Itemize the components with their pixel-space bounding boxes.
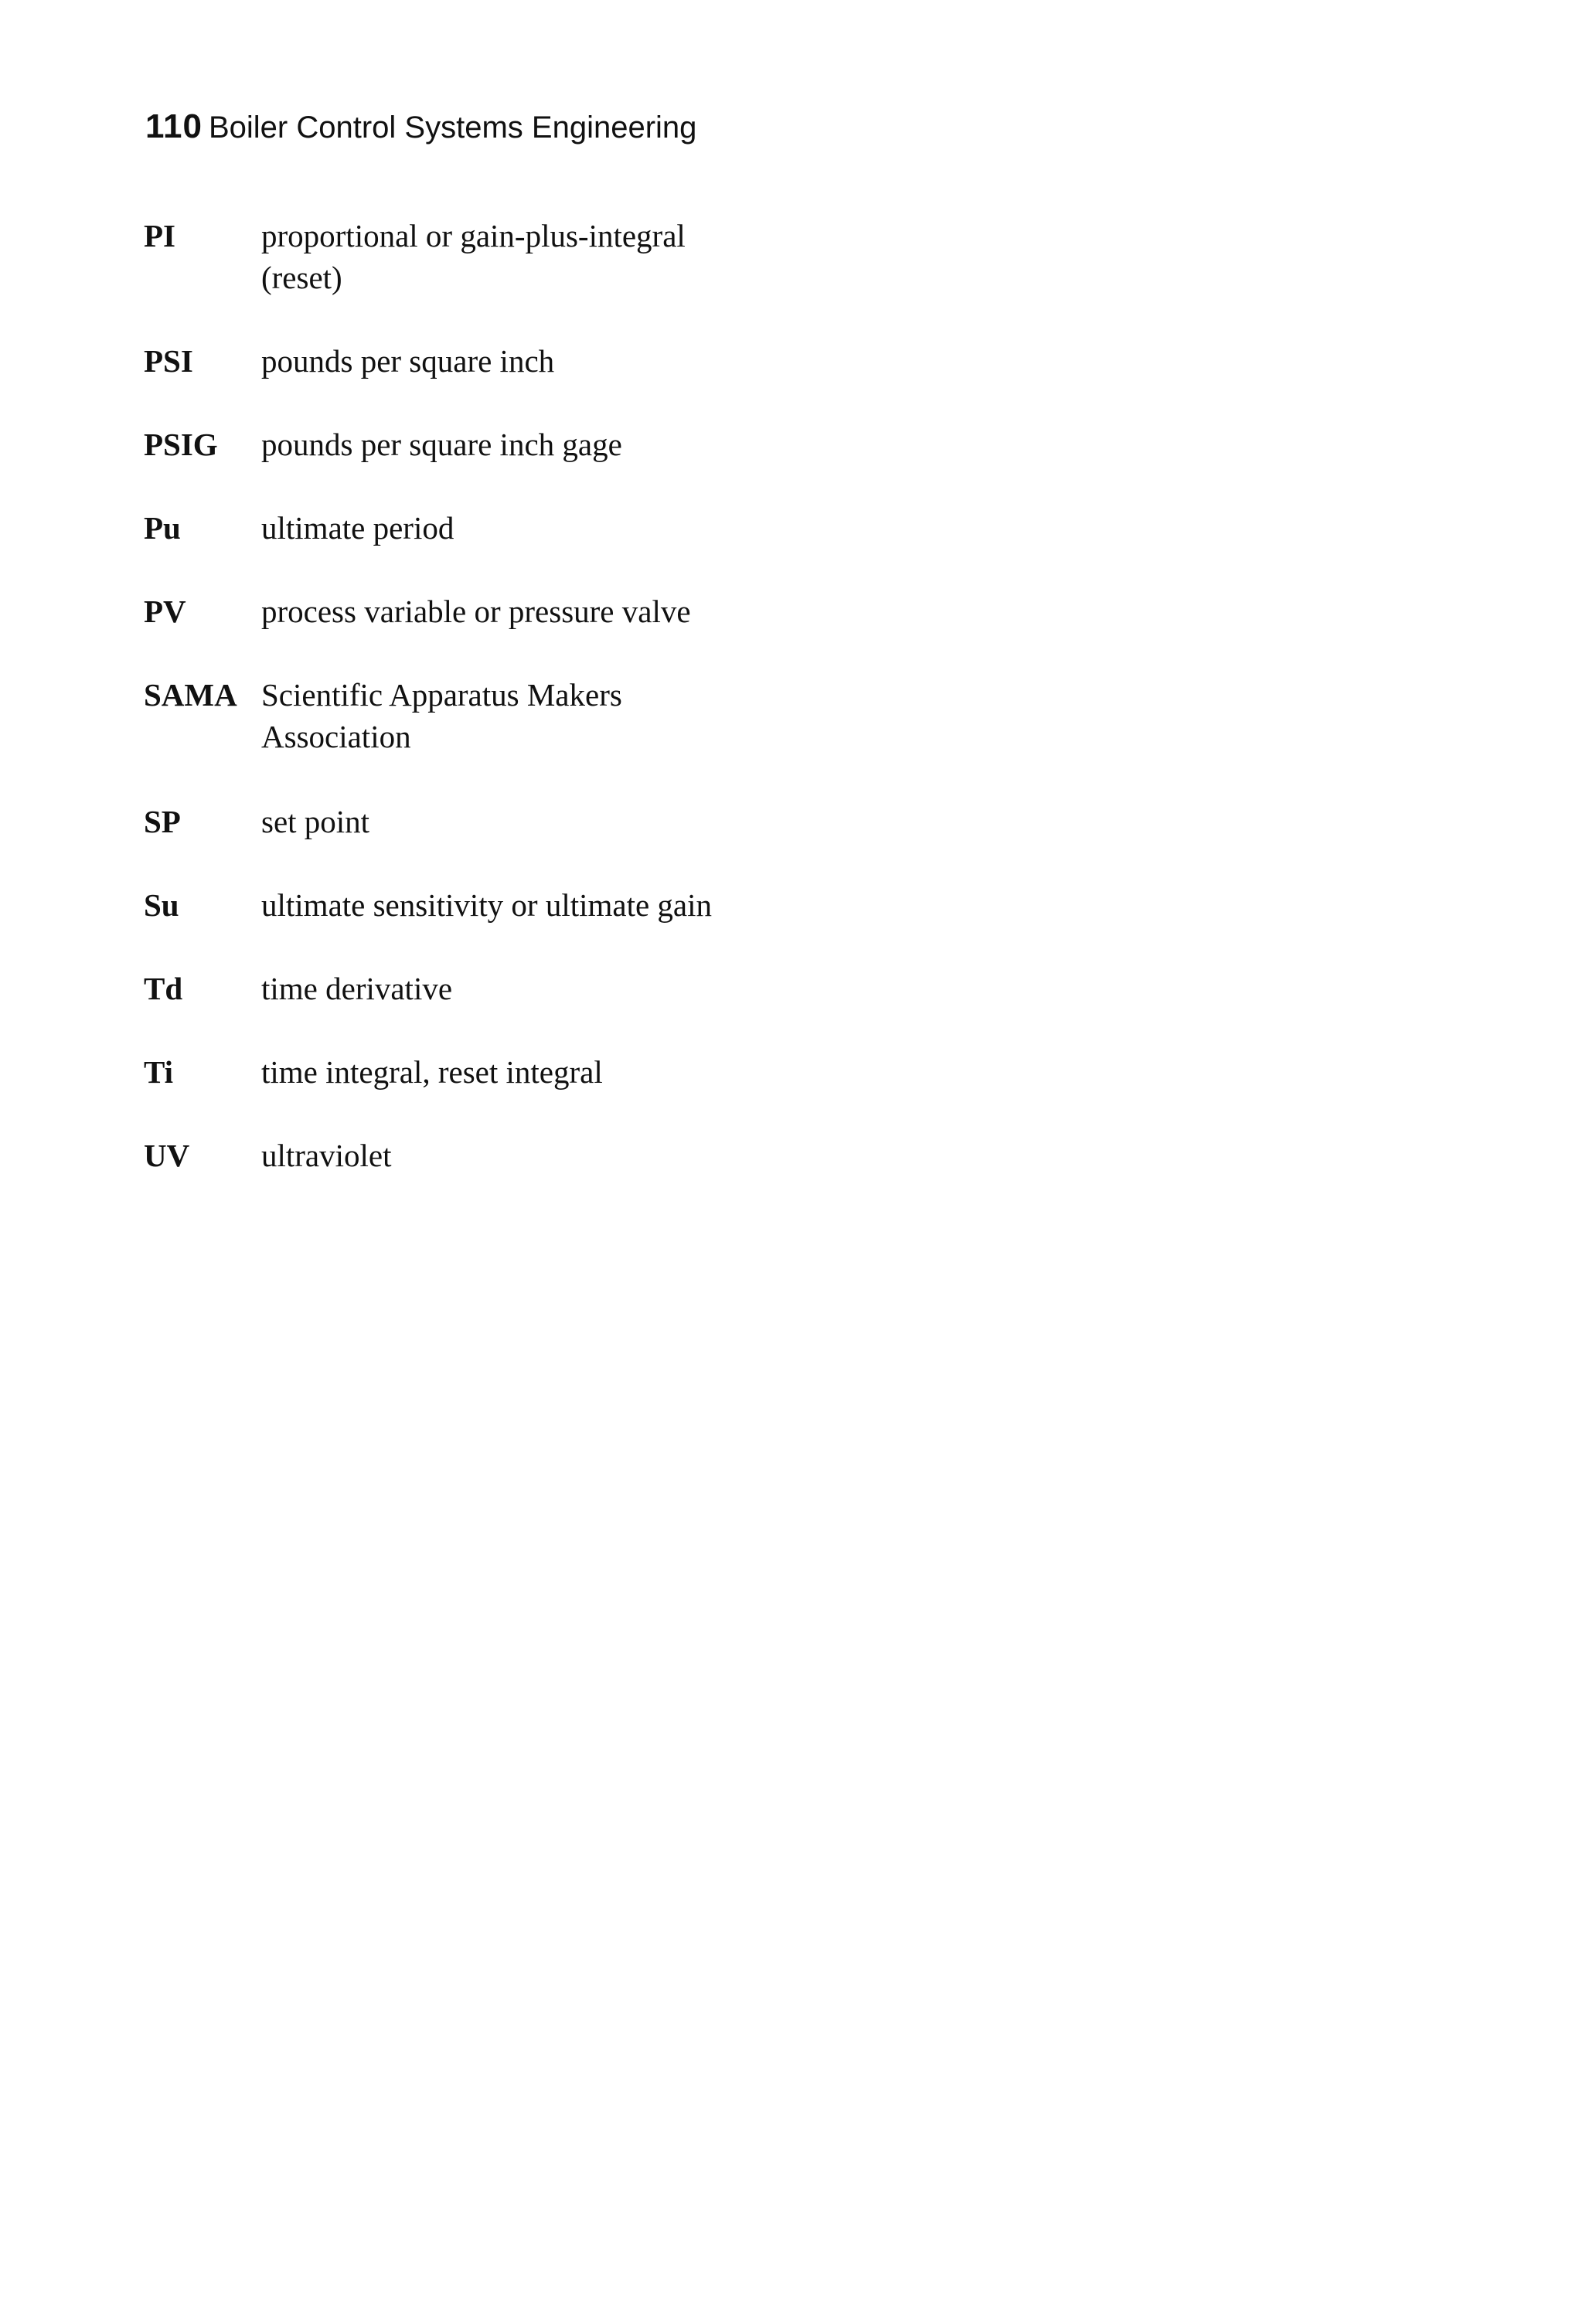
glossary-definition: proportional or gain-plus-integral (reset) (261, 218, 686, 295)
glossary-definition: time derivative (261, 971, 453, 1006)
glossary-definition: Scientific Apparatus Makers Association (261, 677, 622, 754)
glossary-term: Pu (144, 510, 181, 546)
glossary-definition: pounds per square inch gage (261, 427, 622, 462)
glossary-term: Su (144, 887, 179, 923)
glossary-term: Td (144, 971, 183, 1006)
glossary-term: PV (144, 594, 186, 629)
glossary-term: SP (144, 804, 181, 839)
page-header (145, 108, 696, 146)
glossary-definition: set point (261, 804, 370, 839)
glossary-definition: ultimate sensitivity or ultimate gain (261, 887, 713, 923)
page-number: 110 (145, 107, 203, 145)
glossary-definition: pounds per square inch (261, 343, 555, 379)
glossary-term: PSIG (144, 427, 218, 462)
glossary-definition: process variable or pressure valve (261, 594, 691, 629)
glossary-term: SAMA (144, 677, 237, 713)
glossary-definition: time integral, reset integral (261, 1054, 603, 1090)
glossary-definition: ultraviolet (261, 1138, 392, 1173)
glossary-definition: ultimate period (261, 510, 454, 546)
glossary-term: PI (144, 218, 175, 253)
glossary-term: PSI (144, 343, 193, 379)
running-title: Boiler Control Systems Engineering (208, 111, 697, 145)
glossary-term: UV (144, 1138, 190, 1173)
glossary-term: Ti (144, 1054, 173, 1090)
